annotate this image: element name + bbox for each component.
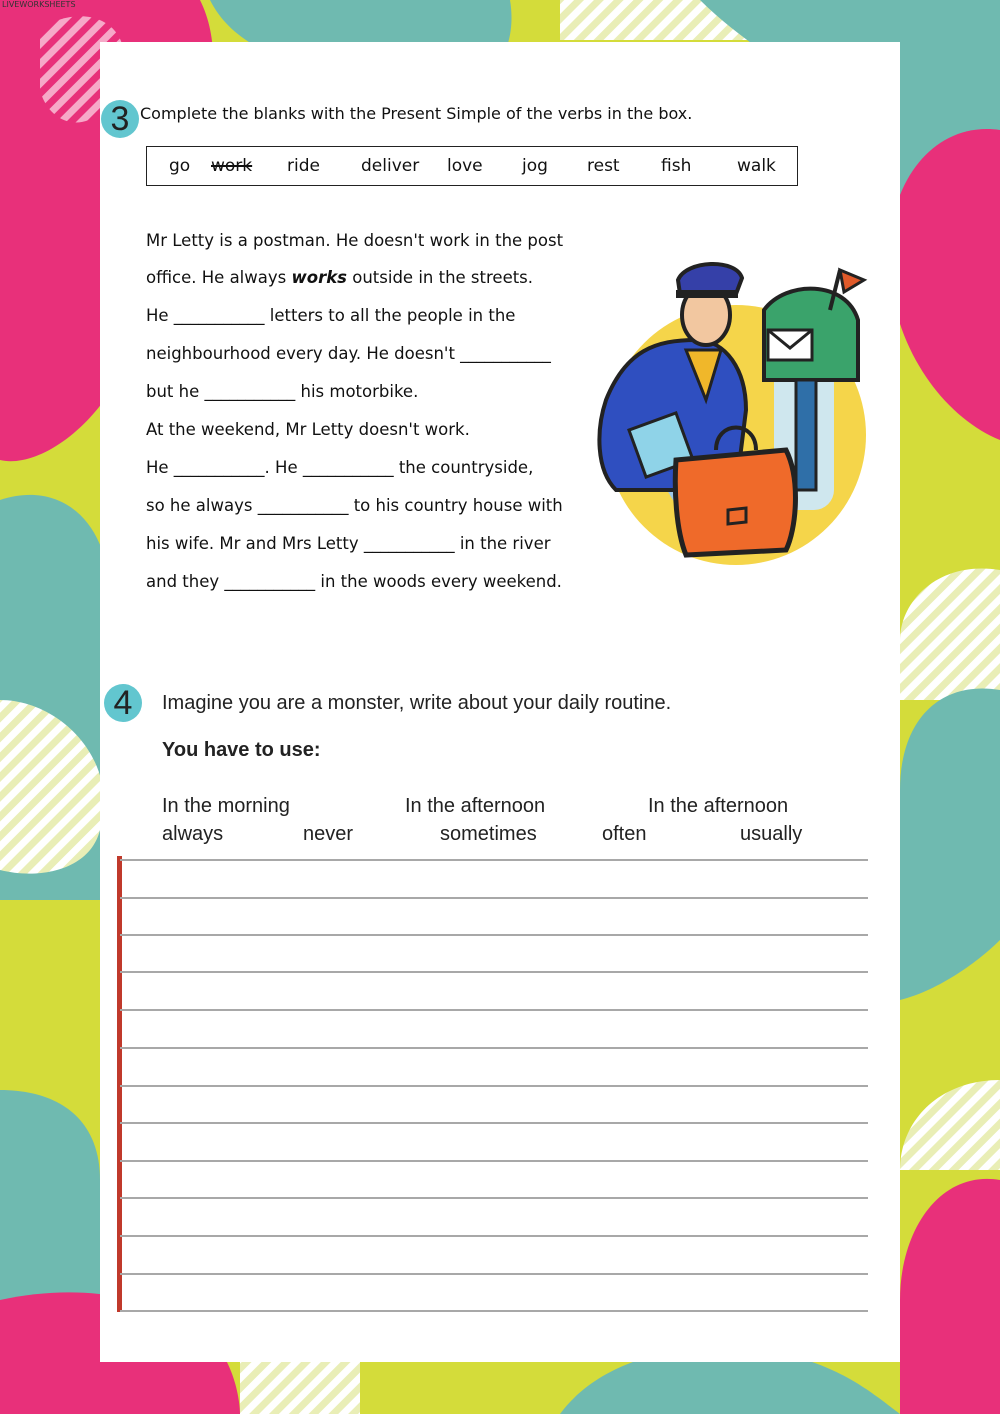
margin-line [117,856,122,1312]
time-phrase: In the afternoon [405,795,546,817]
writing-line [120,1197,868,1199]
writing-area[interactable] [118,856,900,1312]
word-ride: ride [287,156,320,176]
word-fish: fish [661,156,692,176]
writing-line [120,859,868,861]
writing-line [120,897,868,899]
frequency-adverb: never [303,823,354,845]
writing-line [120,1160,868,1162]
frequency-adverb: sometimes [440,823,537,845]
story-line[interactable]: He ___________ letters to all the people in the [146,306,516,325]
story-line: office. He always works outside in the streets. [146,268,534,287]
word-box [146,146,798,186]
writing-line [120,1047,868,1049]
word-jog: jog [522,156,548,176]
writing-line [120,1122,868,1124]
word-deliver: deliver [361,156,420,176]
time-phrase: In the afternoon [648,795,789,817]
writing-line [120,1310,868,1312]
watermark: LIVEWORKSHEETS [2,0,76,9]
use-label: You have to use: [162,739,321,761]
writing-line [120,1009,868,1011]
writing-line [120,1085,868,1087]
story-line[interactable]: but he ___________ his motorbike. [146,382,419,401]
word-go: go [169,156,191,176]
writing-line [120,1273,868,1275]
word-love: love [447,156,483,176]
frequency-adverb: often [602,823,647,845]
exercise-3-instruction: Complete the blanks with the Present Simple of the verbs in the box. [140,104,693,123]
word-walk: walk [737,156,776,176]
word-rest: rest [587,156,620,176]
time-phrase: In the morning [162,795,290,817]
story-line[interactable]: so he always ___________ to his country house with [146,496,563,515]
writing-line [120,971,868,973]
story-line[interactable]: and they ___________ in the woods every weekend. [146,572,562,591]
story-line: Mr Letty is a postman. He doesn't work in the post [146,231,564,250]
story-line[interactable]: neighbourhood every day. He doesn't ___________ [146,344,551,363]
writing-line [120,934,868,936]
writing-line [120,1235,868,1237]
word-work-struck: work [211,156,253,176]
story-line: At the weekend, Mr Letty doesn't work. [146,420,470,439]
exercise-4-instruction: Imagine you are a monster, write about your daily routine. [162,692,672,714]
exercise-3-badge: 3 [101,100,139,138]
example-answer: works [291,268,347,287]
story-line[interactable]: He ___________. He ___________ the countryside, [146,458,534,477]
frequency-adverb: usually [740,823,803,845]
exercise-4-badge: 4 [104,684,142,722]
postman-illustration [596,250,886,566]
story-line[interactable]: his wife. Mr and Mrs Letty ___________ in the river [146,534,551,553]
frequency-adverb: always [162,823,224,845]
